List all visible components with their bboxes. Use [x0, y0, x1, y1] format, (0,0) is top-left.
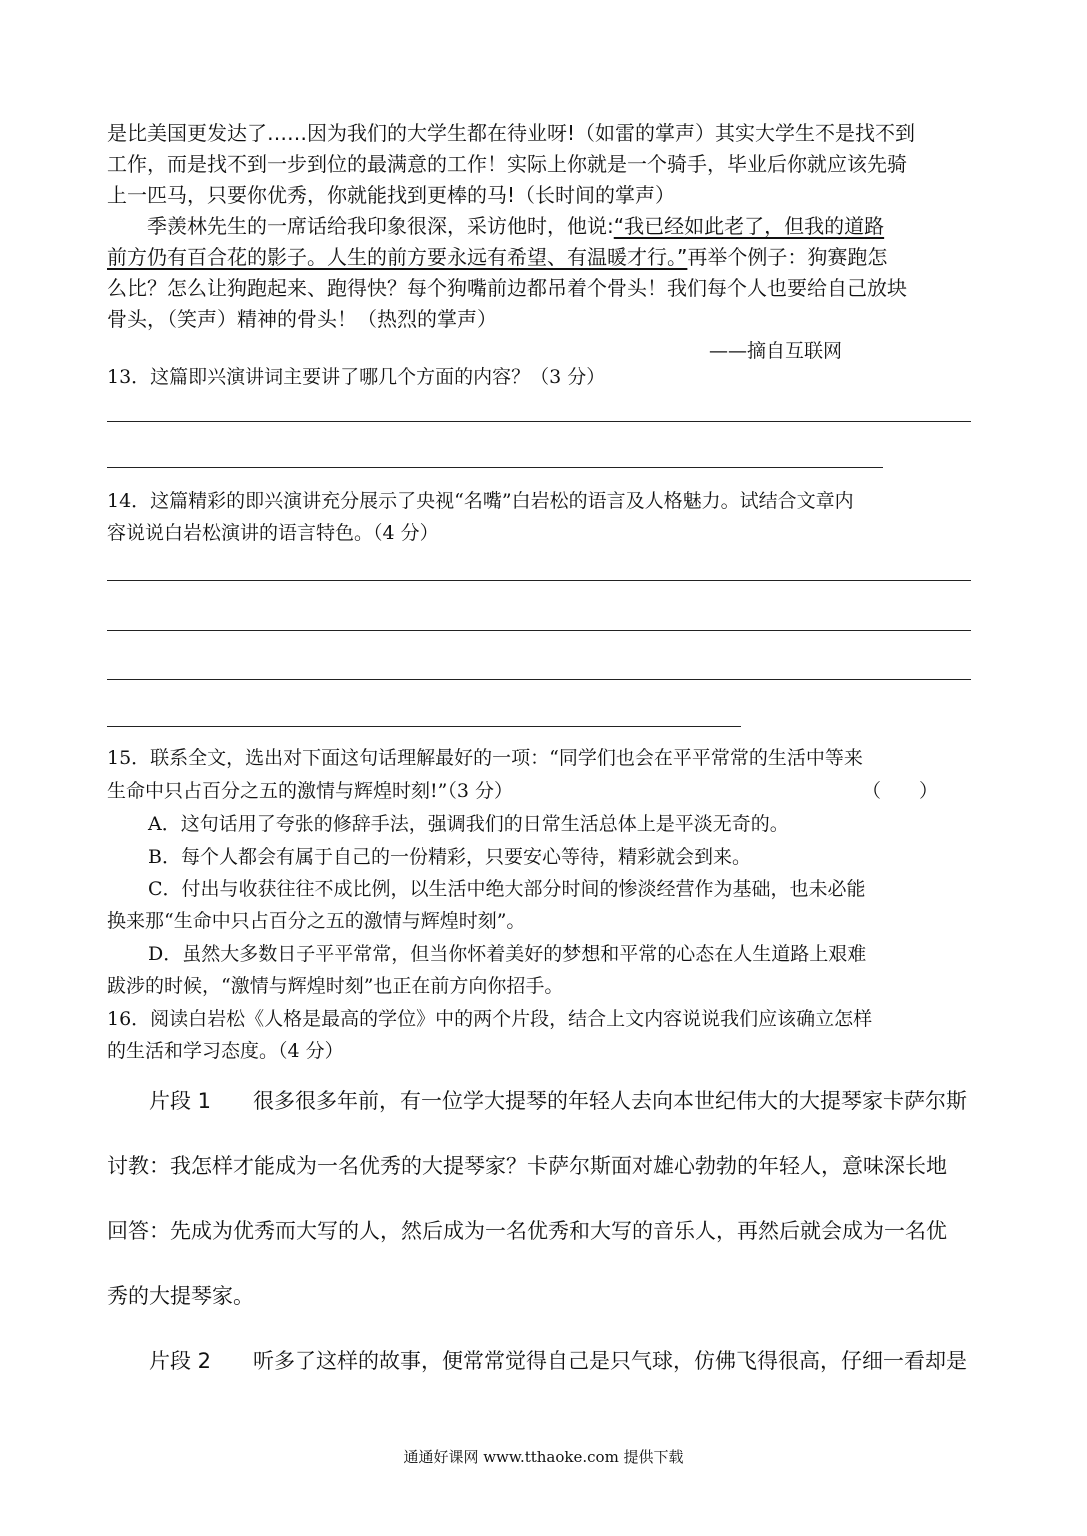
answer-line[interactable] [107, 580, 971, 581]
fragment-1: 讨教：我怎样才能成为一名优秀的大提琴家？卡萨尔斯面对雄心勃勃的年轻人，意味深长地 [107, 1154, 947, 1178]
answer-line[interactable] [107, 679, 971, 680]
passage-line: 骨头，（笑声）精神的骨头！（热烈的掌声） [107, 307, 497, 331]
answer-line[interactable] [107, 421, 971, 422]
fragment-1: 回答：先成为优秀而大写的人，然后成为一名优秀和大写的音乐人，再然后就会成为一名优 [107, 1219, 947, 1243]
option-b: B．每个人都会有属于自己的一份精彩，只要安心等待，精彩就会到来。 [148, 846, 751, 868]
question-16: 的生活和学习态度。（4 分） [107, 1040, 344, 1062]
passage-line: 是比美国更发达了……因为我们的大学生都在待业呀!（如雷的掌声）其实大学生不是找不到 [107, 121, 916, 145]
option-c: C．付出与收获往往不成比例，以生活中绝大部分时间的惨淡经营作为基础，也未必能 [148, 878, 866, 900]
answer-blank[interactable]: （ ） [862, 780, 939, 802]
question-14: 14．这篇精彩的即兴演讲充分展示了央视“名嘴”白岩松的语言及人格魅力。试结合文章内 [107, 490, 854, 512]
page-footer: 通通好课网 www.tthaoke.com 提供下载 [403, 1448, 684, 1466]
answer-line[interactable] [107, 726, 741, 727]
option-c: 换来那“生命中只占百分之五的激情与辉煌时刻”。 [107, 910, 526, 932]
option-d: D．虽然大多数日子平平常常，但当你怀着美好的梦想和平常的心态在人生道路上艰难 [148, 943, 867, 965]
passage-line: 上一匹马，只要你优秀，你就能找到更棒的马!（长时间的掌声） [107, 183, 676, 207]
passage-line: 工作，而是找不到一步到位的最满意的工作！实际上你就是一个骑手，毕业后你就应该先骑 [107, 152, 907, 176]
answer-line[interactable] [107, 630, 971, 631]
question-15: 15．联系全文，选出对下面这句话理解最好的一项：“同学们也会在平平常常的生活中等来 [107, 747, 863, 769]
passage-text: 季羡林先生的一席话给我印象很深，采访他时，他说: [107, 214, 614, 238]
question-14: 容说说白岩松演讲的语言特色。（4 分） [107, 522, 439, 544]
option-d: 跋涉的时候，“激情与辉煌时刻”也正在前方向你招手。 [107, 975, 564, 997]
passage-source: ——摘自互联网 [709, 340, 843, 362]
option-a: A．这句话用了夸张的修辞手法，强调我们的日常生活总体上是平淡无奇的。 [148, 813, 789, 835]
passage-line: 么比？怎么让狗跑起来、跑得快？每个狗嘴前边都吊着个骨头！我们每个人也要给自己放块 [107, 276, 907, 300]
underlined-quote: “我已经如此老了，但我的道路 [613, 214, 885, 238]
fragment-1: 秀的大提琴家。 [107, 1284, 254, 1308]
fragment-2: 片段 2 听多了这样的故事，便常常觉得自己是只气球，仿佛飞得很高，仔细一看却是 [107, 1349, 968, 1373]
fragment-1: 片段 1 很多很多年前，有一位学大提琴的年轻人去向本世纪伟大的大提琴家卡萨尔斯 [107, 1089, 968, 1113]
question-13: 13．这篇即兴演讲词主要讲了哪几个方面的内容？（3 分） [107, 366, 606, 388]
question-16: 16．阅读白岩松《人格是最高的学位》中的两个片段，结合上文内容说说我们应该确立怎样 [107, 1008, 873, 1030]
underlined-quote: 前方仍有百合花的影子。人生的前方要永远有希望、有温暖才行。” [107, 245, 688, 269]
answer-line[interactable] [107, 467, 883, 468]
passage-text: 再举个例子：狗赛跑怎 [687, 245, 888, 269]
passage-line [107, 245, 887, 269]
question-15: 生命中只占百分之五的激情与辉煌时刻!”（3 分） [107, 780, 513, 802]
passage-line [107, 214, 884, 238]
